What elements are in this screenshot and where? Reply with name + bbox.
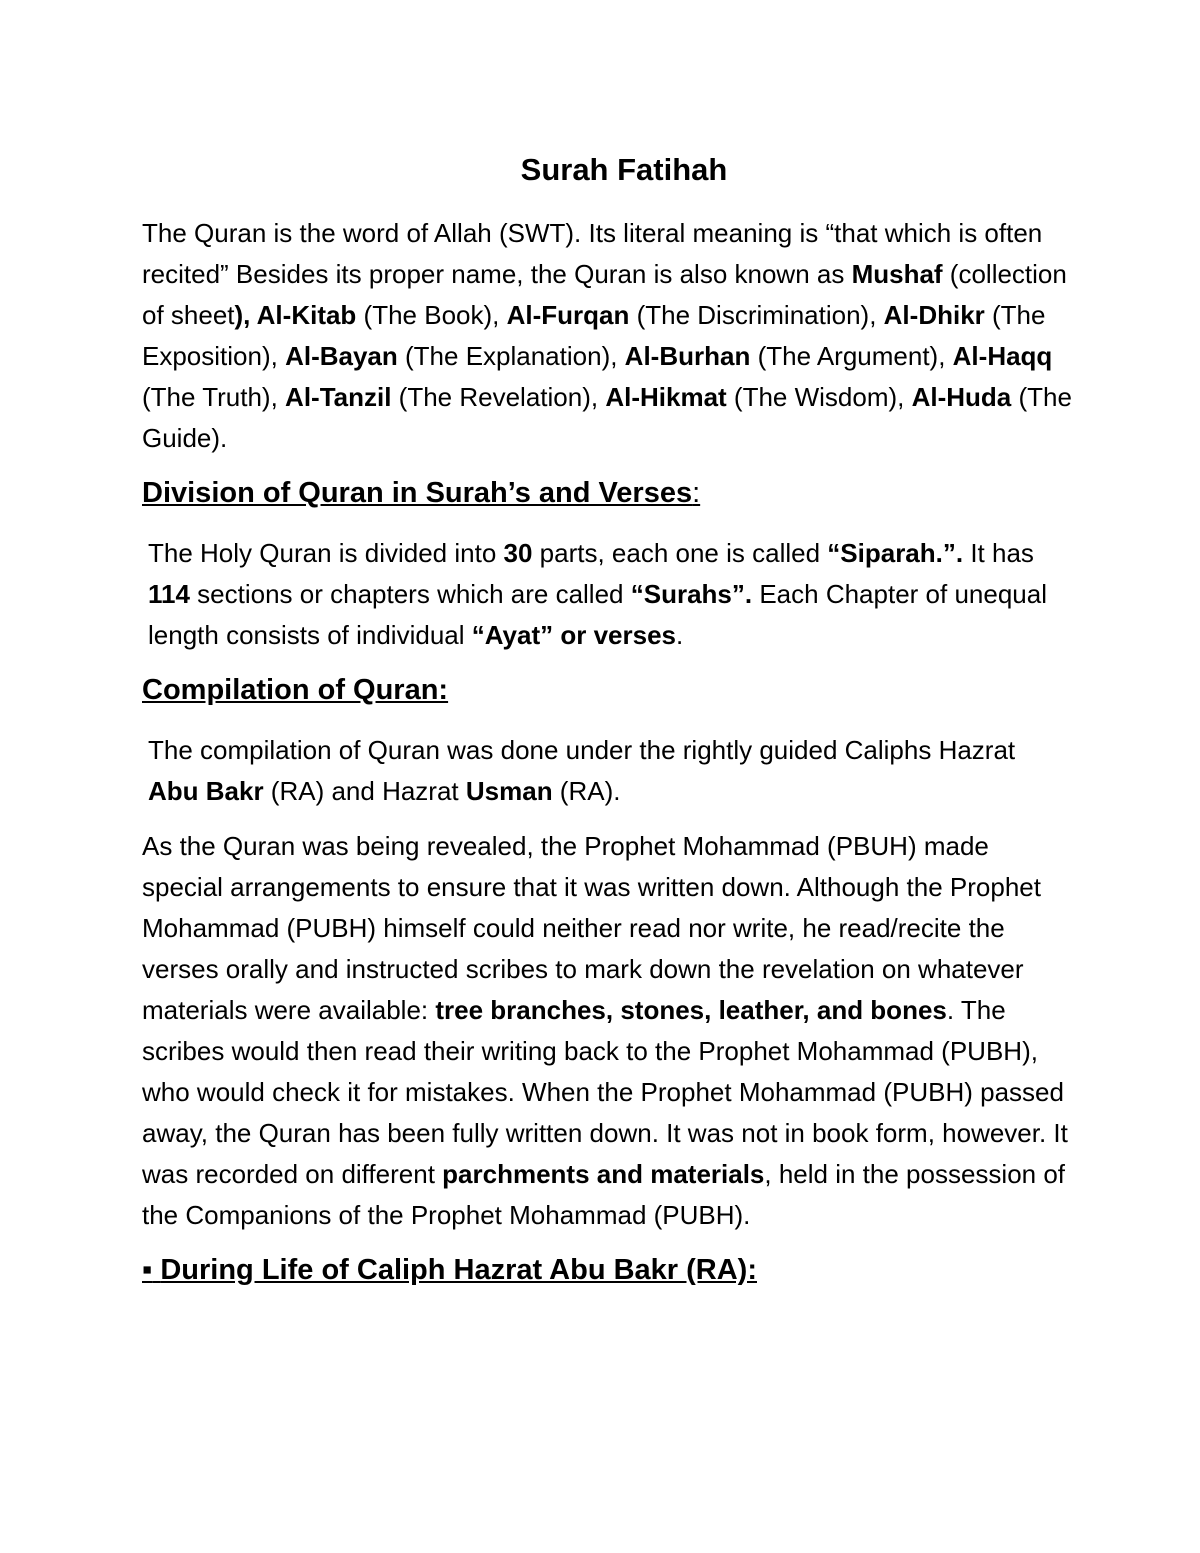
compilation-p1-text-1: The compilation of Quran was done under the rightly guided Caliphs Hazrat xyxy=(148,735,1016,765)
intro-bold-albayan: Al-Bayan xyxy=(285,341,398,371)
intro-bold-alhuda: Al-Huda xyxy=(911,382,1012,412)
intro-bold-alhikmat: Al-Hikmat xyxy=(605,382,727,412)
abu-bakr-heading-text: During Life of Caliph Hazrat Abu Bakr (RA): xyxy=(160,1254,757,1286)
division-heading-text: Division of Quran in Surah’s and Verses xyxy=(142,477,693,509)
division-text-2: parts, each one is called xyxy=(532,538,828,568)
division-bold-siparah: “Siparah.”. xyxy=(827,538,964,568)
document-content xyxy=(142,150,1072,1290)
intro-text-3: (The Book), xyxy=(356,300,507,330)
intro-bold-alhaqq: Al-Haqq xyxy=(952,341,1053,371)
compilation-heading: Compilation of Quran: xyxy=(142,674,449,706)
compilation-p2-text-1: As the Quran was being revealed, the Prophet Mohammad (PBUH) made special arrangements to ensure that it was written down. Although the Prophet Mohammad (PUBH) himself could neither read nor write, he read/recite the verses orally and instructed scribes to mark down the revelation on whatever materials were available: xyxy=(142,831,1041,1025)
intro-text-5: (The Exposition), xyxy=(142,300,1046,371)
intro-text-8: (The Truth), xyxy=(142,382,286,412)
abu-bakr-heading xyxy=(142,1250,1072,1290)
compilation-p2-text-3: , held in the possession of the Companions of the Prophet Mohammad (PUBH). xyxy=(142,1159,1066,1230)
division-bold-ayat: “Ayat” or verses xyxy=(471,620,677,650)
compilation-p1-text-2: (RA) and Hazrat xyxy=(263,776,466,806)
compilation-p1-bold-abubakr: Abu Bakr xyxy=(148,776,264,806)
compilation-p1-text-3: (RA). xyxy=(552,776,621,806)
division-bold-surahs: “Surahs”. xyxy=(630,579,753,609)
division-text-1: The Holy Quran is divided into xyxy=(148,538,504,568)
division-bold-30: 30 xyxy=(503,538,533,568)
division-text-5: Each Chapter of unequal length consists of individual xyxy=(148,579,1047,650)
intro-text-10: (The Wisdom), xyxy=(726,382,912,412)
division-heading-colon: : xyxy=(692,477,701,509)
compilation-p2-bold-parchments: parchments and materials xyxy=(442,1159,765,1189)
intro-text-1: The Quran is the word of Allah (SWT). Its literal meaning is “that which is often recited” Besides its proper name, the Quran is also known as xyxy=(142,218,1043,289)
division-paragraph xyxy=(142,533,1072,656)
intro-text-11: (The Guide). xyxy=(142,382,1072,453)
intro-text-9: (The Revelation), xyxy=(391,382,606,412)
intro-text-2: (collection of sheet xyxy=(142,259,1067,330)
intro-bold-alburhan: Al-Burhan xyxy=(624,341,751,371)
division-text-4: sections or chapters which are called xyxy=(189,579,631,609)
intro-paragraph xyxy=(142,213,1072,459)
intro-bold-alkitab: ), Al-Kitab xyxy=(234,300,357,330)
compilation-p1-bold-usman: Usman xyxy=(465,776,553,806)
intro-bold-alfurqan: Al-Furqan xyxy=(506,300,630,330)
compilation-p2-bold-materials-list: tree branches, stones, leather, and bones xyxy=(435,995,947,1025)
compilation-paragraph-1 xyxy=(142,730,1072,812)
division-bold-114: 114 xyxy=(148,579,190,609)
division-text-6: . xyxy=(676,620,684,650)
compilation-p2-text-2: . The scribes would then read their writing back to the Prophet Mohammad (PUBH), who would check it for mistakes. When the Prophet Mohammad (PUBH) passed away, the Quran has been fully written down. It was not in book form, however. It was recorded on different xyxy=(142,995,1068,1189)
division-text-3: It has xyxy=(963,538,1034,568)
page-title: Surah Fatihah xyxy=(520,152,728,187)
division-heading xyxy=(142,473,1072,513)
intro-bold-aldhikr: Al-Dhikr xyxy=(883,300,985,330)
intro-bold-altanzil: Al-Tanzil xyxy=(285,382,392,412)
intro-bold-mushaf: Mushaf xyxy=(851,259,943,289)
intro-text-7: (The Argument), xyxy=(750,341,953,371)
square-bullet-icon: ▪ xyxy=(142,1254,153,1286)
intro-text-4: (The Discrimination), xyxy=(629,300,884,330)
compilation-paragraph-2 xyxy=(142,826,1072,1236)
intro-text-6: (The Explanation), xyxy=(397,341,625,371)
